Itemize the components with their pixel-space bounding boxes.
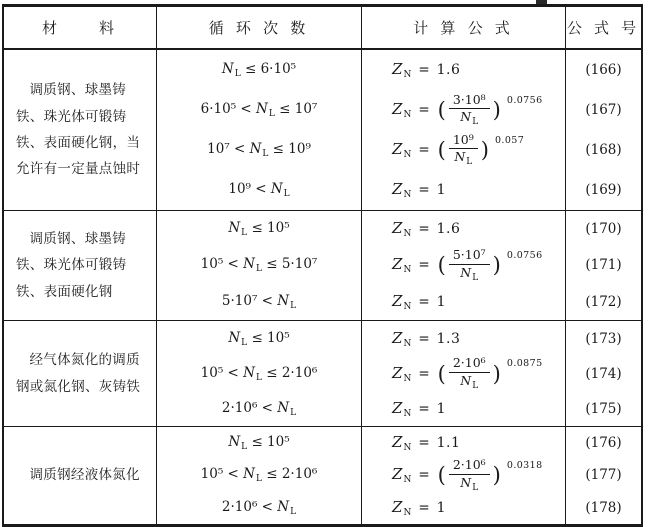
formula-number: (166) bbox=[565, 50, 641, 90]
header-material: 材 料 bbox=[41, 20, 118, 37]
header-formula: 计 算 公 式 bbox=[361, 7, 565, 48]
formula: $Z_N$ = ( $\frac{\text{2·10⁶}}{N_L}$ ) $^{0.0875}$ bbox=[361, 356, 565, 391]
formula: $Z_N$ = 1.1 bbox=[361, 427, 565, 459]
material-text: 调质钢、球墨铸铁、珠光体可锻铸铁、表面硬化钢，当允许有一定量点蚀时 bbox=[16, 82, 141, 177]
header-formula-number: 公 式 号 bbox=[565, 7, 641, 48]
material-text: 调质钢、球墨铸铁、珠光体可锻铸铁、表面硬化钢 bbox=[16, 231, 127, 299]
formula-number: (169) bbox=[565, 170, 641, 210]
cycle-condition: $10^5 < N_L \le 2\cdot 10^6$ bbox=[156, 459, 361, 491]
material-text: 经气体氮化的调质钢或氮化钢、灰铸铁 bbox=[16, 352, 141, 394]
cycle-condition: $10^9 < N_L$ bbox=[156, 170, 361, 210]
formula-number: (171) bbox=[565, 247, 641, 283]
cycle-condition: $6\cdot 10^5 < N_L \le 10^7$ bbox=[156, 90, 361, 130]
material-text: 调质钢经液体氮化 bbox=[29, 467, 140, 483]
cycle-condition: $N_L \le 10^5$ bbox=[156, 427, 361, 459]
formula: $Z_N$ = 1.6 bbox=[361, 211, 565, 247]
formula: $Z_N$ = ( $\frac{\text{10⁹}}{N_L}$ ) $^{0.057}$ bbox=[361, 130, 565, 170]
formula-number: (168) bbox=[565, 130, 641, 170]
formula-number: (173) bbox=[565, 321, 641, 356]
formula: $Z_N$ = 1.6 bbox=[361, 50, 565, 90]
table-row bbox=[4, 320, 641, 426]
formula: $Z_N$ = 1 bbox=[361, 170, 565, 210]
formula-number: (172) bbox=[565, 284, 641, 320]
cycle-condition: $2\cdot 10^6 < N_L$ bbox=[156, 391, 361, 426]
cycle-condition: $N_L \le 6\cdot 10^5$ bbox=[156, 50, 361, 90]
formula: $Z_N$ = 1 bbox=[361, 492, 565, 524]
material-cell bbox=[4, 211, 156, 320]
table-row bbox=[4, 210, 641, 320]
formula: $Z_N$ = ( $\frac{\text{3·10⁸}}{N_L}$ ) $^{0.0756}$ bbox=[361, 90, 565, 130]
material-cell bbox=[4, 321, 156, 426]
cycle-condition: $5\cdot 10^7 < N_L$ bbox=[156, 284, 361, 320]
cycle-condition: $10^5 < N_L \le 5\cdot 10^7$ bbox=[156, 247, 361, 283]
material-cell bbox=[4, 50, 156, 210]
formula: $Z_N$ = ( $\frac{\text{2·10⁶}}{N_L}$ ) $^{0.0318}$ bbox=[361, 459, 565, 491]
formula-number: (167) bbox=[565, 90, 641, 130]
formula: $Z_N$ = 1 bbox=[361, 391, 565, 426]
cycle-condition: $2\cdot 10^6 < N_L$ bbox=[156, 492, 361, 524]
table-header-row bbox=[4, 7, 641, 50]
cycle-condition: $N_L \le 10^5$ bbox=[156, 211, 361, 247]
formula-number: (170) bbox=[565, 211, 641, 247]
formula-number: (177) bbox=[565, 459, 641, 491]
formula: $Z_N$ = ( $\frac{\text{5·10⁷}}{N_L}$ ) $^{0.0756}$ bbox=[361, 247, 565, 283]
formula-number: (175) bbox=[565, 391, 641, 426]
table-row bbox=[4, 426, 641, 524]
formula-number: (174) bbox=[565, 356, 641, 391]
formula-number: (178) bbox=[565, 492, 641, 524]
cycle-condition: $10^5 < N_L \le 2\cdot 10^6$ bbox=[156, 356, 361, 391]
cycle-condition: $N_L \le 10^5$ bbox=[156, 321, 361, 356]
formula: $Z_N$ = 1 bbox=[361, 284, 565, 320]
table-row bbox=[4, 50, 641, 210]
cycle-condition: $10^7 < N_L \le 10^9$ bbox=[156, 130, 361, 170]
formula-number: (176) bbox=[565, 427, 641, 459]
header-cycles: 循 环 次 数 bbox=[156, 7, 361, 48]
formula: $Z_N$ = 1.3 bbox=[361, 321, 565, 356]
life-factor-table bbox=[2, 4, 643, 527]
material-cell bbox=[4, 427, 156, 524]
